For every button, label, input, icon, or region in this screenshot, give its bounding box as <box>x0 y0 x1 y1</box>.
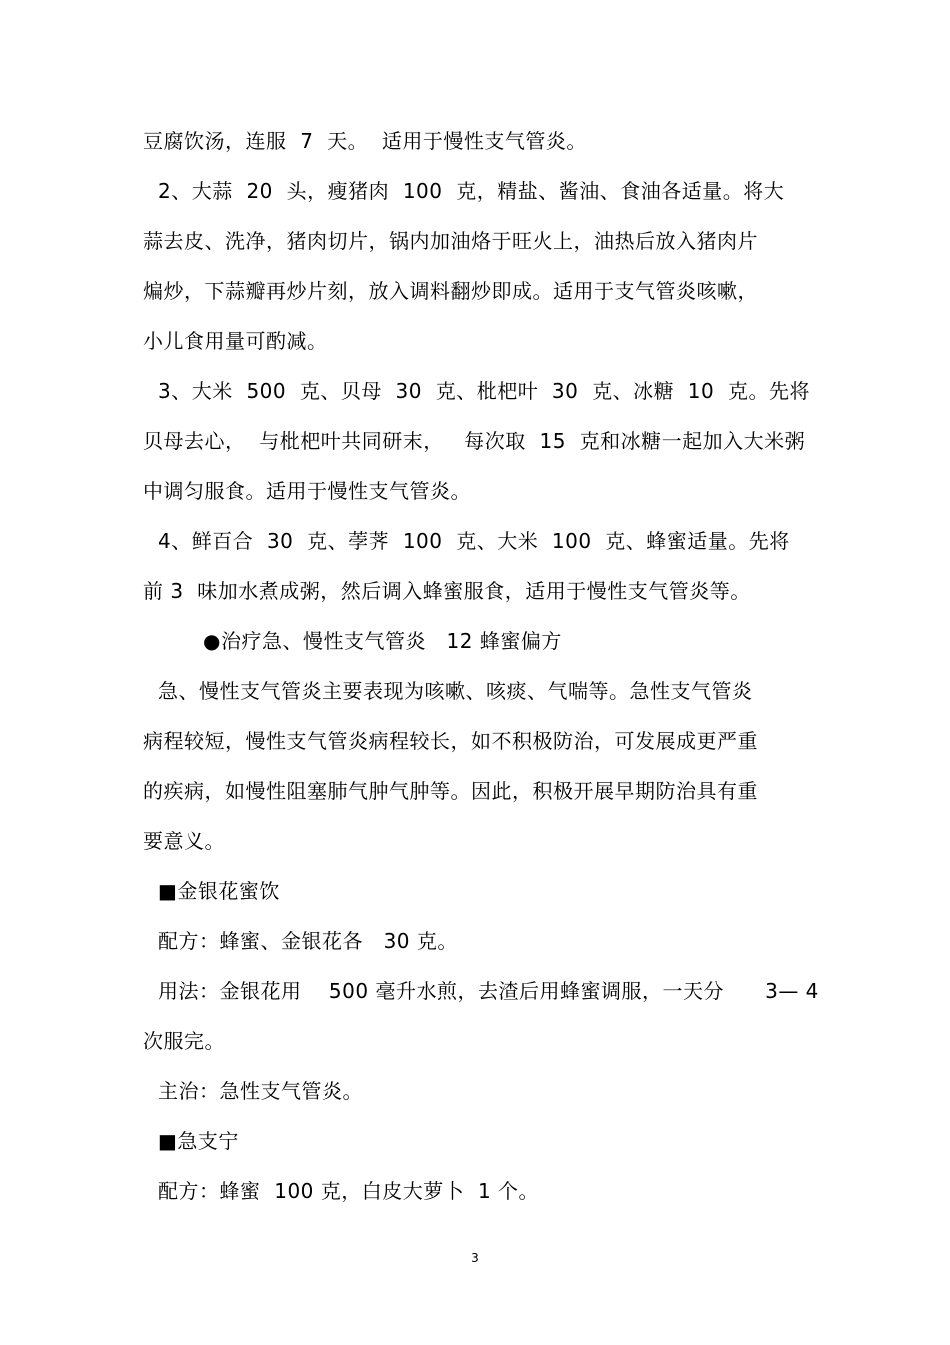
text-line: 主治：急性支气管炎。 <box>158 1079 363 1103</box>
text-line: 4、鲜百合 30 克、荸荠 100 克、大米 100 克、蜂蜜适量。先将 <box>158 529 790 553</box>
text-line: 中调匀服食。适用于慢性支气管炎。 <box>143 479 471 503</box>
text-line: 蒜去皮、洗净，猪肉切片，锅内加油烙于旺火上，油热后放入猪肉片 <box>143 229 758 253</box>
text-line: 病程较短，慢性支气管炎病程较长，如不积极防治，可发展成更严重 <box>143 729 758 753</box>
text-line: 煸炒，下蒜瓣再炒片刻，放入调料翻炒即成。适用于支气管炎咳嗽， <box>143 279 758 303</box>
text-line: 前 3 味加水煮成粥，然后调入蜂蜜服食，适用于慢性支气管炎等。 <box>143 579 751 603</box>
text-line: 2、大蒜 20 头，瘦猪肉 100 克，精盐、酱油、食油各适量。将大 <box>158 179 785 203</box>
text-line: 3、大米 500 克、贝母 30 克、枇杷叶 30 克、冰糖 10 克。先将 <box>158 379 810 403</box>
page-number: 3 <box>471 1251 479 1265</box>
text-line: 用法：金银花用 500 毫升水煎，去渣后用蜂蜜调服，一天分 3— 4 <box>158 979 819 1003</box>
text-line: 的疾病，如慢性阻塞肺气肿气肿等。因此，积极开展早期防治具有重 <box>143 779 758 803</box>
text-line: 配方：蜂蜜、金银花各 30 克。 <box>158 929 458 953</box>
text-line: 次服完。 <box>143 1029 225 1053</box>
text-line: 小儿食用量可酌减。 <box>143 329 328 353</box>
text-line: 贝母去心， 与枇杷叶共同研末， 每次取 15 克和冰糖一起加入大米粥 <box>143 429 806 453</box>
text-line: 要意义。 <box>143 829 225 853</box>
section-heading: ●治疗急、慢性支气管炎 12 蜂蜜偏方 <box>203 629 562 653</box>
recipe-heading: ■金银花蜜饮 <box>158 879 280 903</box>
text-line: 配方：蜂蜜 100 克，白皮大萝卜 1 个。 <box>158 1179 540 1203</box>
recipe-heading: ■急支宁 <box>158 1129 239 1153</box>
text-line: 豆腐饮汤，连服 7 天。 适用于慢性支气管炎。 <box>143 129 587 153</box>
text-line: 急、慢性支气管炎主要表现为咳嗽、咳痰、气喘等。急性支气管炎 <box>158 679 753 703</box>
